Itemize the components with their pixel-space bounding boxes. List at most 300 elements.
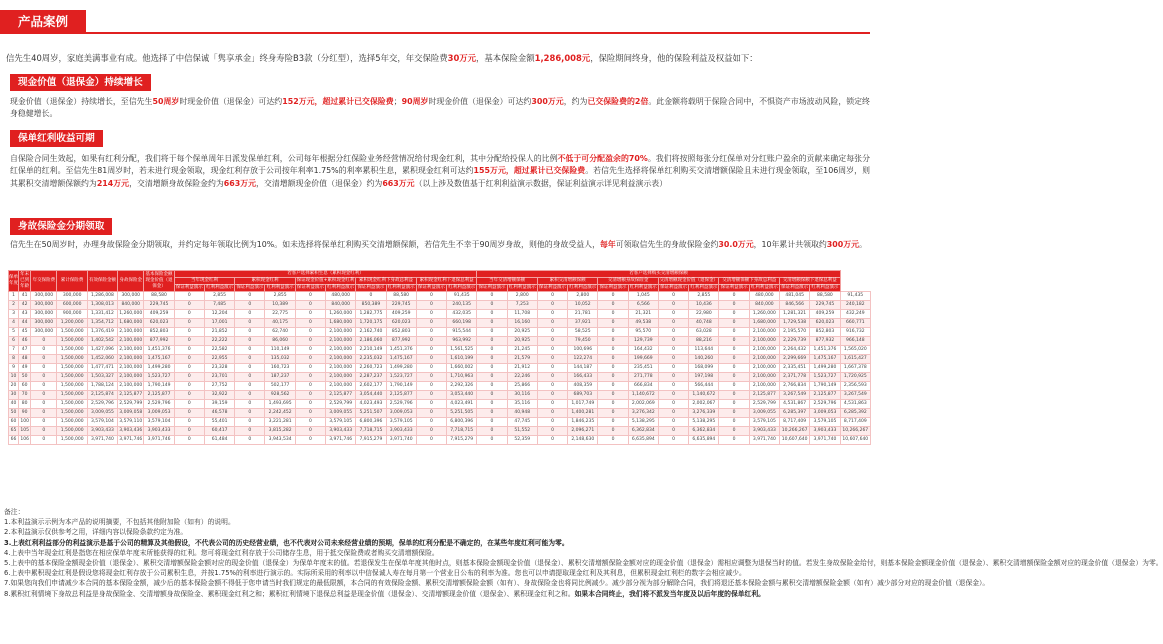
table-cell: 2,186,060 <box>356 337 386 346</box>
table-cell: 0 <box>31 337 57 346</box>
table-cell: 0 <box>235 436 265 445</box>
table-cell: 0 <box>477 319 507 328</box>
table-cell: 0 <box>477 400 507 409</box>
table-cell: 0 <box>416 364 446 373</box>
table-cell: 1,610,199 <box>447 355 477 364</box>
table-cell: 3,903,433 <box>87 427 117 436</box>
table-cell: 0 <box>598 292 628 301</box>
table-cell: 70 <box>19 391 31 400</box>
table-cell: 30 <box>9 391 19 400</box>
table-cell: 0 <box>598 382 628 391</box>
table-cell: 1,451,376 <box>386 346 416 355</box>
table-cell: 0 <box>719 355 749 364</box>
table-cell: 63,028 <box>689 328 719 337</box>
table-cell: 2,100,000 <box>326 364 356 373</box>
table-cell: 0 <box>295 382 325 391</box>
table-cell: 2,195,570 <box>780 328 810 337</box>
table-cell: 2,125,877 <box>810 391 840 400</box>
table-cell: 3,943,534 <box>265 436 295 445</box>
table-cell: 1,561,525 <box>447 346 477 355</box>
table-cell: 0 <box>31 382 57 391</box>
table-cell: 963,992 <box>447 337 477 346</box>
table-cell: 20,925 <box>507 328 537 337</box>
table-cell: 25,866 <box>507 382 537 391</box>
table-cell: 2,100,000 <box>749 355 779 364</box>
table-cell: 1,500,000 <box>57 328 87 337</box>
table-cell: 1,500,000 <box>57 418 87 427</box>
table-cell: 1,720,175 <box>356 319 386 328</box>
table-cell: 2,800 <box>568 292 598 301</box>
table-cell: 0 <box>537 337 567 346</box>
table-cell: 66 <box>9 436 19 445</box>
table-cell: 0 <box>235 328 265 337</box>
table-cell: 2,529,796 <box>87 400 117 409</box>
table-cell: 0 <box>598 310 628 319</box>
table-cell: 481,045 <box>780 292 810 301</box>
table-cell: 1,790,149 <box>386 382 416 391</box>
table-cell: 2,529,796 <box>810 400 840 409</box>
column-header: 累积现金红利下身故总利益 <box>356 278 417 285</box>
table-cell: 0 <box>598 400 628 409</box>
table-cell: 0 <box>537 346 567 355</box>
table-cell: 129,739 <box>628 337 658 346</box>
table-cell: 2,800 <box>507 292 537 301</box>
table-cell: 3,579,105 <box>749 418 779 427</box>
table-cell: 0 <box>174 373 204 382</box>
table-cell: 106 <box>19 436 31 445</box>
table-cell: 88,580 <box>386 292 416 301</box>
table-cell: 0 <box>295 373 325 382</box>
table-cell: 3,903,433 <box>144 427 174 436</box>
table-cell: 2,125,874 <box>87 391 117 400</box>
column-subheader: 红利利益演示 <box>206 285 234 290</box>
notes-section <box>4 507 1163 599</box>
table-cell: 0 <box>31 409 57 418</box>
table-cell: 10,052 <box>568 301 598 310</box>
table-cell: 1,493,695 <box>265 400 295 409</box>
table-cell: 3,579,110 <box>118 418 144 427</box>
section-title-death-benefit: 身故保险金分期领取 <box>10 218 112 235</box>
table-cell: 0 <box>598 436 628 445</box>
table-cell: 3,267,549 <box>840 391 870 400</box>
section-body-cash-value: 现金价值（退保金）持续增长，至信先生50周岁时现金价值（退保金）可达约152万元，超过累计已交保险费；90周岁时现金价值（退保金）可达约300万元，约为已交保险费的2倍。此金额将载明于保险合同中，不惧资产市场波动风险，锁定终身稳健增长。 <box>10 97 870 119</box>
table-cell: 10,266,267 <box>840 427 870 436</box>
table-cell: 6,800,396 <box>447 418 477 427</box>
table-cell: 846,566 <box>780 301 810 310</box>
table-cell: 0 <box>477 382 507 391</box>
table-cell: 2,100,000 <box>118 346 144 355</box>
table-cell: 1,260,000 <box>326 310 356 319</box>
table-cell: 689,703 <box>568 391 598 400</box>
table-cell: 0 <box>658 346 688 355</box>
table-cell: 2,100,000 <box>326 337 356 346</box>
table-cell: 0 <box>658 364 688 373</box>
table-cell: 51,552 <box>507 427 537 436</box>
table-cell: 113,644 <box>689 346 719 355</box>
table-cell: 1,790,149 <box>810 382 840 391</box>
table-cell: 0 <box>235 409 265 418</box>
table-cell: 0 <box>295 364 325 373</box>
table-cell: 49 <box>19 364 31 373</box>
table-cell: 48 <box>19 355 31 364</box>
table-cell: 0 <box>174 337 204 346</box>
table-cell: 60 <box>9 418 19 427</box>
table-cell: 3,053,440 <box>447 391 477 400</box>
table-cell: 47 <box>19 346 31 355</box>
table-cell: 2,529,799 <box>326 400 356 409</box>
table-cell: 0 <box>235 373 265 382</box>
table-cell: 2,100,000 <box>326 328 356 337</box>
table-cell: 0 <box>598 301 628 310</box>
table-cell: 877,932 <box>810 337 840 346</box>
table-cell: 2,002,067 <box>689 400 719 409</box>
table-cell: 3,971,740 <box>810 436 840 445</box>
table-cell: 0 <box>416 301 446 310</box>
table-cell: 0 <box>295 310 325 319</box>
table-cell: 300,000 <box>31 319 57 328</box>
table-cell: 0 <box>416 319 446 328</box>
table-row <box>9 301 871 310</box>
table-cell: 1,523,727 <box>810 373 840 382</box>
table-cell: 0 <box>31 400 57 409</box>
table-cell: 4,531,867 <box>780 400 810 409</box>
table-cell: 4,023,491 <box>447 400 477 409</box>
table-cell: 6,285,392 <box>840 409 870 418</box>
column-subheader: 红利利益演示 <box>448 285 476 290</box>
table-cell: 1,200,000 <box>57 319 87 328</box>
table-cell: 2,292,326 <box>447 382 477 391</box>
table-row <box>9 337 871 346</box>
group-header-accumulation: 若客户选择累积生息（累积现金红利） <box>174 271 477 278</box>
table-cell: 0 <box>356 292 386 301</box>
table-cell: 235,451 <box>628 364 658 373</box>
table-cell: 2,766,834 <box>780 382 810 391</box>
table-cell: 135,032 <box>265 355 295 364</box>
table-cell: 0 <box>174 436 204 445</box>
table-cell: 300,000 <box>31 292 57 301</box>
table-cell: 6,566 <box>628 301 658 310</box>
table-cell: 199,669 <box>628 355 658 364</box>
table-cell: 300,000 <box>31 301 57 310</box>
table-cell: 3,903,433 <box>386 427 416 436</box>
table-cell: 7,718,715 <box>447 427 477 436</box>
table-cell: 0 <box>477 292 507 301</box>
table-cell: 916,732 <box>840 328 870 337</box>
column-subheader: 保证利益演示 <box>417 285 445 290</box>
table-cell: 0 <box>295 418 325 427</box>
table-cell: 229,745 <box>144 301 174 310</box>
table-cell: 21,912 <box>507 364 537 373</box>
table-cell: 2,100,000 <box>749 382 779 391</box>
column-subheader: 红利利益演示 <box>266 285 294 290</box>
table-cell: 0 <box>295 400 325 409</box>
table-cell: 1,140,672 <box>628 391 658 400</box>
table-cell: 0 <box>719 418 749 427</box>
table-cell: 0 <box>174 310 204 319</box>
table-cell: 58,525 <box>568 328 598 337</box>
notes-title: 备注： <box>4 508 25 516</box>
table-row <box>9 418 871 427</box>
table-cell: 0 <box>719 427 749 436</box>
table-cell: 1,500,000 <box>57 382 87 391</box>
table-cell: 0 <box>477 337 507 346</box>
table-cell: 0 <box>658 391 688 400</box>
table-cell: 21,579 <box>507 355 537 364</box>
table-cell: 0 <box>598 373 628 382</box>
section-title-dividend: 保单红利收益可期 <box>10 130 103 147</box>
table-cell: 0 <box>477 346 507 355</box>
table-cell: 40,748 <box>689 319 719 328</box>
table-cell: 1,477,471 <box>87 364 117 373</box>
table-cell: 1,729,538 <box>780 319 810 328</box>
table-cell: 0 <box>658 409 688 418</box>
table-cell: 0 <box>477 301 507 310</box>
table-cell: 877,992 <box>386 337 416 346</box>
section-body-dividend: 自保险合同生效起，如果有红利分配，我们将于每个保单周年日派发保单红利，公司每年根据分红保险业务经营情况给付现金红利，其中分配给投保人的比例不低于可分配盈余的70%。我们将按照每张分红保单对分红账户盈余的贡献来确定每张分红保单的红利。至信先生81周岁时，若未进行现金领取，现金红利存放于公司按年利率1.75%的利率累积生息，累积现金红利可达约155万元，超过累计已交保险费。若信先生选择将保单红利购买交清增额保险且未进行现金领取，至106周岁，则其累积交清增额保额约为214万元，交清增额身故保险金约为663万元，交清增额现金价值（退保金）约为663万元（以上涉及数值基于红利利益演示数据，保证利益演示详见利益演示表） <box>10 154 870 188</box>
table-cell: 877,992 <box>144 337 174 346</box>
table-cell: 2,356,593 <box>840 382 870 391</box>
table-cell: 0 <box>719 364 749 373</box>
table-cell: 2,100,000 <box>326 373 356 382</box>
table-cell: 22,955 <box>204 355 234 364</box>
table-cell: 3,009,053 <box>386 409 416 418</box>
table-cell: 80 <box>19 400 31 409</box>
section-body-death-benefit: 信先生在50周岁时，办理身故保险金分期领取，并约定每年领取比例为10%。如未选择将保单红利购买交清增额保额，若信先生不幸于90周岁身故，则他的身故受益人，每年可领取信先生的身故保险金约30.0万元，10年累计共领取约300万元。 <box>10 240 867 249</box>
table-cell: 0 <box>658 382 688 391</box>
table-cell: 1,281,321 <box>780 310 810 319</box>
table-cell: 666,834 <box>628 382 658 391</box>
table-row <box>9 328 871 337</box>
benefit-illustration-table <box>8 270 871 445</box>
table-cell: 0 <box>31 355 57 364</box>
table-cell: 46 <box>19 337 31 346</box>
table-row <box>9 319 871 328</box>
table-cell: 3,009,055 <box>87 409 117 418</box>
table-cell: 1,680,000 <box>326 319 356 328</box>
table-cell: 23,328 <box>204 364 234 373</box>
column-subheader: 红利利益演示 <box>690 285 718 290</box>
table-cell: 39,159 <box>204 400 234 409</box>
table-cell: 7,485 <box>204 301 234 310</box>
table-cell: 1,660,002 <box>447 364 477 373</box>
table-cell: 3,009,055 <box>326 409 356 418</box>
table-cell: 271,778 <box>628 373 658 382</box>
table-cell: 5,138,295 <box>628 418 658 427</box>
table-cell: 0 <box>537 373 567 382</box>
table-cell: 0 <box>598 328 628 337</box>
table-cell: 3,971,740 <box>749 436 779 445</box>
table-cell: 2,125,877 <box>118 391 144 400</box>
table-cell: 0 <box>658 427 688 436</box>
table-cell: 187,237 <box>265 373 295 382</box>
table-cell: 27,752 <box>204 382 234 391</box>
table-row <box>9 391 871 400</box>
table-cell: 0 <box>416 436 446 445</box>
table-cell: 2,162,740 <box>356 328 386 337</box>
column-subheader: 保证利益演示 <box>660 285 688 290</box>
table-cell: 88,216 <box>689 337 719 346</box>
column-subheader: 红利利益演示 <box>327 285 355 290</box>
table-cell: 0 <box>719 409 749 418</box>
table-cell: 9 <box>9 364 19 373</box>
table-cell: 1,788,124 <box>87 382 117 391</box>
table-cell: 915,544 <box>447 328 477 337</box>
table-cell: 0 <box>598 427 628 436</box>
table-cell: 0 <box>719 391 749 400</box>
table-cell: 20 <box>9 382 19 391</box>
column-header: 累积交清增额保额 <box>537 278 598 285</box>
table-cell: 0 <box>174 328 204 337</box>
table-cell: 197,198 <box>689 373 719 382</box>
table-cell: 91,435 <box>840 292 870 301</box>
table-cell: 21,321 <box>628 310 658 319</box>
table-cell: 0 <box>235 292 265 301</box>
table-cell: 409,259 <box>386 310 416 319</box>
table-cell: 2,100,000 <box>749 373 779 382</box>
table-cell: 0 <box>416 355 446 364</box>
table-cell: 0 <box>31 418 57 427</box>
column-subheader: 红利利益演示 <box>387 285 415 290</box>
table-cell: 3,009,055 <box>749 409 779 418</box>
note-item: 7.如果您向我们申请减少本合同的基本保险金额，减少后的基本保险金额不得低于您申请当时我们规定的最低限额，本合同的有效保险金额、累积交清增额保险金额（如有）、身故保险金也将同比例减少。减少部分视为部分解除合同，我们将退还基本保险金额与累积交清增额保险金额（如有）减少部分对应的现金价值（退保金）。 <box>4 579 990 588</box>
table-cell: 7,253 <box>507 301 537 310</box>
table-cell: 0 <box>658 292 688 301</box>
table-cell: 0 <box>295 337 325 346</box>
sum-insured-amount: 1,286,008元 <box>534 53 591 63</box>
table-cell: 22,582 <box>204 346 234 355</box>
table-cell: 1,331,412 <box>87 310 117 319</box>
table-cell: 0 <box>658 328 688 337</box>
table-cell: 3,009,058 <box>118 409 144 418</box>
table-cell: 40 <box>9 400 19 409</box>
table-cell: 0 <box>719 328 749 337</box>
column-header: 交清增额身故保险金 <box>598 278 659 285</box>
table-cell: 49,538 <box>628 319 658 328</box>
table-cell: 300,000 <box>31 310 57 319</box>
table-cell: 620,023 <box>386 319 416 328</box>
table-cell: 5,138,295 <box>689 418 719 427</box>
table-cell: 12,204 <box>204 310 234 319</box>
table-cell: 5,251,507 <box>356 409 386 418</box>
table-cell: 3,276,342 <box>628 409 658 418</box>
table-cell: 3,903,436 <box>118 427 144 436</box>
table-cell: 2,335,451 <box>780 364 810 373</box>
table-cell: 0 <box>477 328 507 337</box>
table-cell: 7,718,715 <box>356 427 386 436</box>
table-cell: 840,000 <box>118 301 144 310</box>
table-cell: 0 <box>416 337 446 346</box>
table-cell: 0 <box>295 427 325 436</box>
table-row <box>9 346 871 355</box>
table-cell: 3,579,105 <box>386 418 416 427</box>
table-cell: 2,529,796 <box>386 400 416 409</box>
table-cell: 480,000 <box>749 292 779 301</box>
table-cell: 0 <box>174 391 204 400</box>
table-cell: 1,500,000 <box>57 346 87 355</box>
table-cell: 1,475,167 <box>810 355 840 364</box>
table-cell: 0 <box>416 391 446 400</box>
table-cell: 1,846,235 <box>568 418 598 427</box>
table-row <box>9 355 871 364</box>
table-cell: 852,803 <box>810 328 840 337</box>
table-cell: 2,855 <box>204 292 234 301</box>
table-cell: 0 <box>719 400 749 409</box>
table-cell: 0 <box>477 436 507 445</box>
table-cell: 21,781 <box>568 310 598 319</box>
table-cell: 2,299,669 <box>780 355 810 364</box>
table-cell: 44 <box>19 319 31 328</box>
table-cell: 2,002,069 <box>628 400 658 409</box>
table-cell: 61,484 <box>204 436 234 445</box>
table-cell: 0 <box>235 382 265 391</box>
table-cell: 1 <box>9 292 19 301</box>
table-cell: 2,529,796 <box>144 400 174 409</box>
table-cell: 4,023,493 <box>356 400 386 409</box>
table-cell: 1,402,542 <box>87 337 117 346</box>
table-cell: 1,140,672 <box>689 391 719 400</box>
column-header: 交清增额现金价值（退保金） <box>659 278 718 283</box>
table-cell: 45 <box>19 328 31 337</box>
table-cell: 2,260,723 <box>356 364 386 373</box>
table-cell: 0 <box>719 310 749 319</box>
table-cell: 10,266,267 <box>780 427 810 436</box>
column-header: 保证现金价值+累积现金红利 <box>296 278 355 283</box>
table-cell: 42 <box>19 301 31 310</box>
table-cell: 21,245 <box>507 346 537 355</box>
table-cell: 1,451,376 <box>144 346 174 355</box>
table-cell: 90 <box>19 409 31 418</box>
table-cell: 3,276,339 <box>689 409 719 418</box>
section-title-cash-value: 现金价值（退保金）持续增长 <box>10 74 151 91</box>
table-cell: 0 <box>598 391 628 400</box>
table-cell: 2,235,032 <box>356 355 386 364</box>
table-cell: 0 <box>295 328 325 337</box>
note-item: 2.本利益演示仅供参考之用，详细内容以保险条款约定为准。 <box>4 528 188 537</box>
table-cell: 3,009,053 <box>810 409 840 418</box>
table-cell: 502,177 <box>265 382 295 391</box>
table-cell: 160,723 <box>265 364 295 373</box>
table-cell: 0 <box>477 355 507 364</box>
column-header: 有效保险金额 <box>87 271 117 292</box>
table-cell: 140,260 <box>689 355 719 364</box>
table-cell: 0 <box>235 301 265 310</box>
table-cell: 0 <box>416 346 446 355</box>
column-subheader: 红利利益演示 <box>569 285 597 290</box>
table-row <box>9 400 871 409</box>
table-cell: 0 <box>235 400 265 409</box>
benefit-table-container <box>8 270 871 500</box>
table-cell: 0 <box>598 346 628 355</box>
table-cell: 95,570 <box>628 328 658 337</box>
table-cell: 0 <box>598 337 628 346</box>
table-cell: 660,198 <box>447 319 477 328</box>
table-cell: 229,745 <box>386 301 416 310</box>
table-cell: 60,417 <box>204 427 234 436</box>
premium-amount: 30万元 <box>447 53 477 63</box>
column-subheader: 保证利益演示 <box>478 285 506 290</box>
table-cell: 840,000 <box>749 301 779 310</box>
table-cell: 105 <box>19 427 31 436</box>
table-cell: 0 <box>658 400 688 409</box>
table-cell: 1,045 <box>628 292 658 301</box>
table-cell: 300,000 <box>118 292 144 301</box>
table-cell: 1,260,000 <box>749 310 779 319</box>
table-cell: 1,503,327 <box>87 373 117 382</box>
table-cell: 100,696 <box>568 346 598 355</box>
table-cell: 0 <box>719 337 749 346</box>
table-cell: 55,401 <box>204 418 234 427</box>
table-cell: 0 <box>719 301 749 310</box>
